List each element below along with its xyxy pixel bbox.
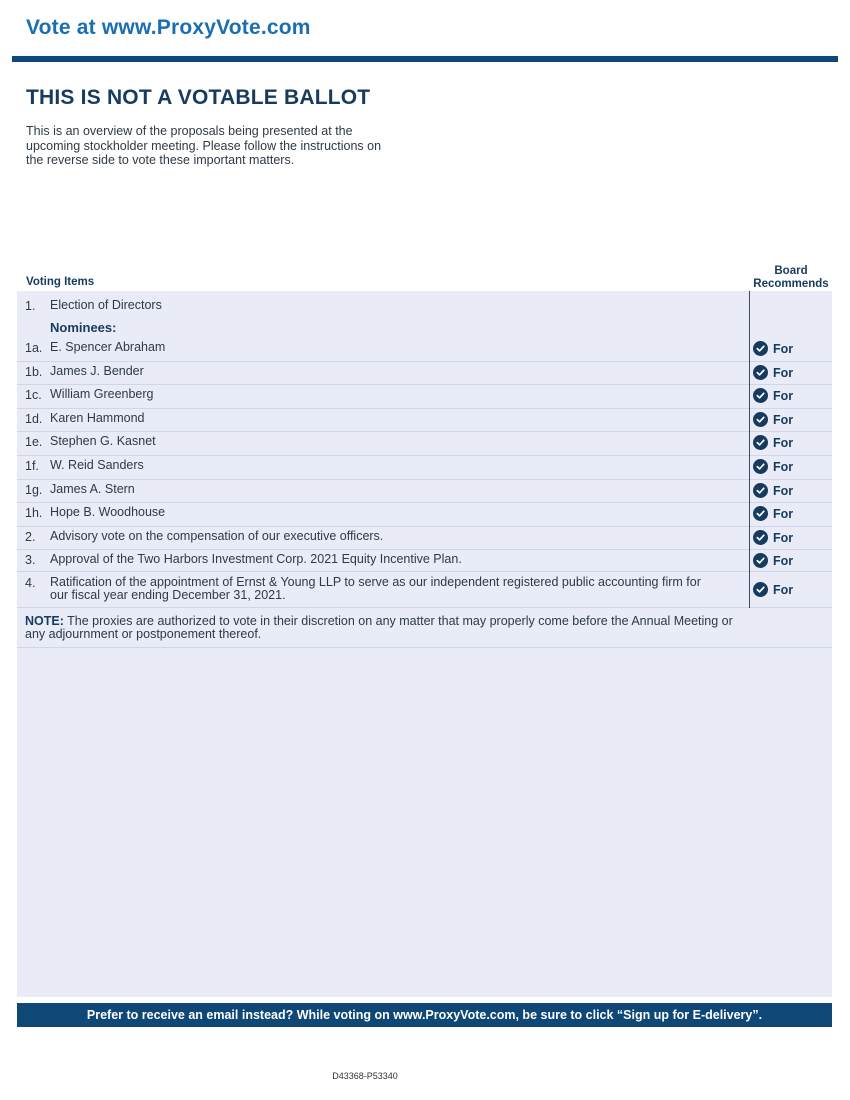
item-label: Hope B. Woodhouse: [50, 505, 166, 519]
page-title: THIS IS NOT A VOTABLE BALLOT: [26, 86, 371, 109]
voting-item-row: [17, 456, 832, 480]
recommendation-text: For: [773, 388, 794, 403]
checkmark-icon: [753, 341, 768, 356]
checkmark-icon: [753, 483, 768, 498]
recommendation-text: For: [773, 341, 794, 356]
note-label: NOTE:: [25, 614, 64, 628]
checkmark-icon: [753, 365, 768, 380]
item-number: 1d.: [25, 412, 43, 426]
board-recommends-header: [750, 265, 832, 291]
checkmark-icon: [753, 582, 768, 597]
intro-line: the reverse side to vote these important matters.: [26, 153, 295, 167]
board-recommendation: [753, 435, 793, 450]
voting-item-row: [17, 572, 832, 608]
voting-item-row: [17, 550, 832, 572]
nominees-heading-row: [17, 319, 832, 338]
board-recommendation: [753, 483, 793, 498]
proxyvote-header: Vote at www.ProxyVote.com: [26, 16, 311, 39]
board-recommendation: [753, 365, 793, 380]
checkmark-icon: [753, 506, 768, 521]
item-number: 1c.: [25, 388, 42, 402]
recommendation-text: For: [773, 553, 794, 568]
recommendation-text: For: [773, 412, 794, 427]
note-text: The proxies are authorized to vote in their discretion on any matter that may properly come before the Annual Meeting or any adjournment or postponement thereof.: [25, 614, 733, 641]
item-label: Election of Directors: [50, 298, 162, 312]
item-label: James J. Bender: [50, 364, 144, 378]
item-label: Karen Hammond: [50, 411, 145, 425]
item-label: Advisory vote on the compensation of our executive officers.: [50, 529, 384, 543]
recommendation-text: For: [773, 506, 794, 521]
board-recommendation: [753, 459, 793, 474]
checkmark-icon: [753, 459, 768, 474]
item-label: William Greenberg: [50, 387, 154, 401]
item-number: 1e.: [25, 435, 43, 449]
checkmark-icon: [753, 412, 768, 427]
item-label-line: our fiscal year ending December 31, 2021.: [50, 588, 286, 602]
board-recommendation: [753, 388, 793, 403]
item-number: 1f.: [25, 459, 39, 473]
voting-items-header: Voting Items: [26, 276, 95, 288]
item-number: 1h.: [25, 506, 43, 520]
board-recommendation: [753, 582, 793, 597]
recommendation-text: For: [773, 435, 794, 450]
voting-item-row: [17, 480, 832, 503]
column-divider: [749, 291, 750, 608]
voting-item-row: [17, 432, 832, 456]
nominees-heading: Nominees:: [50, 320, 117, 335]
intro-line: upcoming stockholder meeting. Please follow the instructions on: [26, 138, 382, 153]
item-number: 3.: [25, 553, 36, 567]
item-number: 1a.: [25, 341, 43, 355]
voting-item-row: [17, 338, 832, 362]
recommendation-text: For: [773, 365, 794, 380]
voting-item-row: [17, 385, 832, 409]
header-divider: [12, 56, 838, 62]
voting-item-row: [17, 298, 832, 317]
item-label-line: Ratification of the appointment of Ernst & Young LLP to serve as our independent registered public accounting firm for: [50, 575, 701, 589]
board-recommendation: [753, 341, 793, 356]
voting-item-row: [17, 409, 832, 432]
item-label: [50, 576, 745, 602]
board-recommends-line: Recommends: [753, 278, 829, 290]
note: [25, 615, 750, 641]
board-recommendation: [753, 506, 793, 521]
board-recommendation: [753, 412, 793, 427]
voting-item-row: [17, 527, 832, 550]
item-label: E. Spencer Abraham: [50, 340, 166, 354]
recommendation-text: For: [773, 582, 794, 597]
recommendation-text: For: [773, 530, 794, 545]
board-recommendation: [753, 530, 793, 545]
item-number: 1b.: [25, 365, 43, 379]
checkmark-icon: [753, 435, 768, 450]
document-code: D43368-P53340: [332, 1071, 398, 1081]
item-label: W. Reid Sanders: [50, 458, 144, 472]
checkmark-icon: [753, 553, 768, 568]
board-recommendation: [753, 553, 793, 568]
voting-item-row: [17, 362, 832, 385]
checkmark-icon: [753, 388, 768, 403]
item-number: 2.: [25, 530, 36, 544]
checkmark-icon: [753, 530, 768, 545]
recommendation-text: For: [773, 459, 794, 474]
item-number: 1g.: [25, 483, 43, 497]
item-label: Stephen G. Kasnet: [50, 434, 156, 448]
recommendation-text: For: [773, 483, 794, 498]
note-divider: [17, 647, 832, 648]
item-number: 1.: [25, 299, 36, 313]
item-label: James A. Stern: [50, 482, 135, 496]
intro-text: [26, 124, 426, 168]
item-label: Approval of the Two Harbors Investment Corp. 2021 Equity Incentive Plan.: [50, 552, 462, 566]
item-number: 4.: [25, 576, 36, 590]
board-recommends-line: Board: [774, 265, 808, 277]
edelivery-banner: Prefer to receive an email instead? While voting on www.ProxyVote.com, be sure to click “Sign up for E-delivery”.: [17, 1003, 832, 1027]
intro-line: This is an overview of the proposals being presented at the: [26, 124, 353, 138]
voting-item-row: [17, 503, 832, 527]
